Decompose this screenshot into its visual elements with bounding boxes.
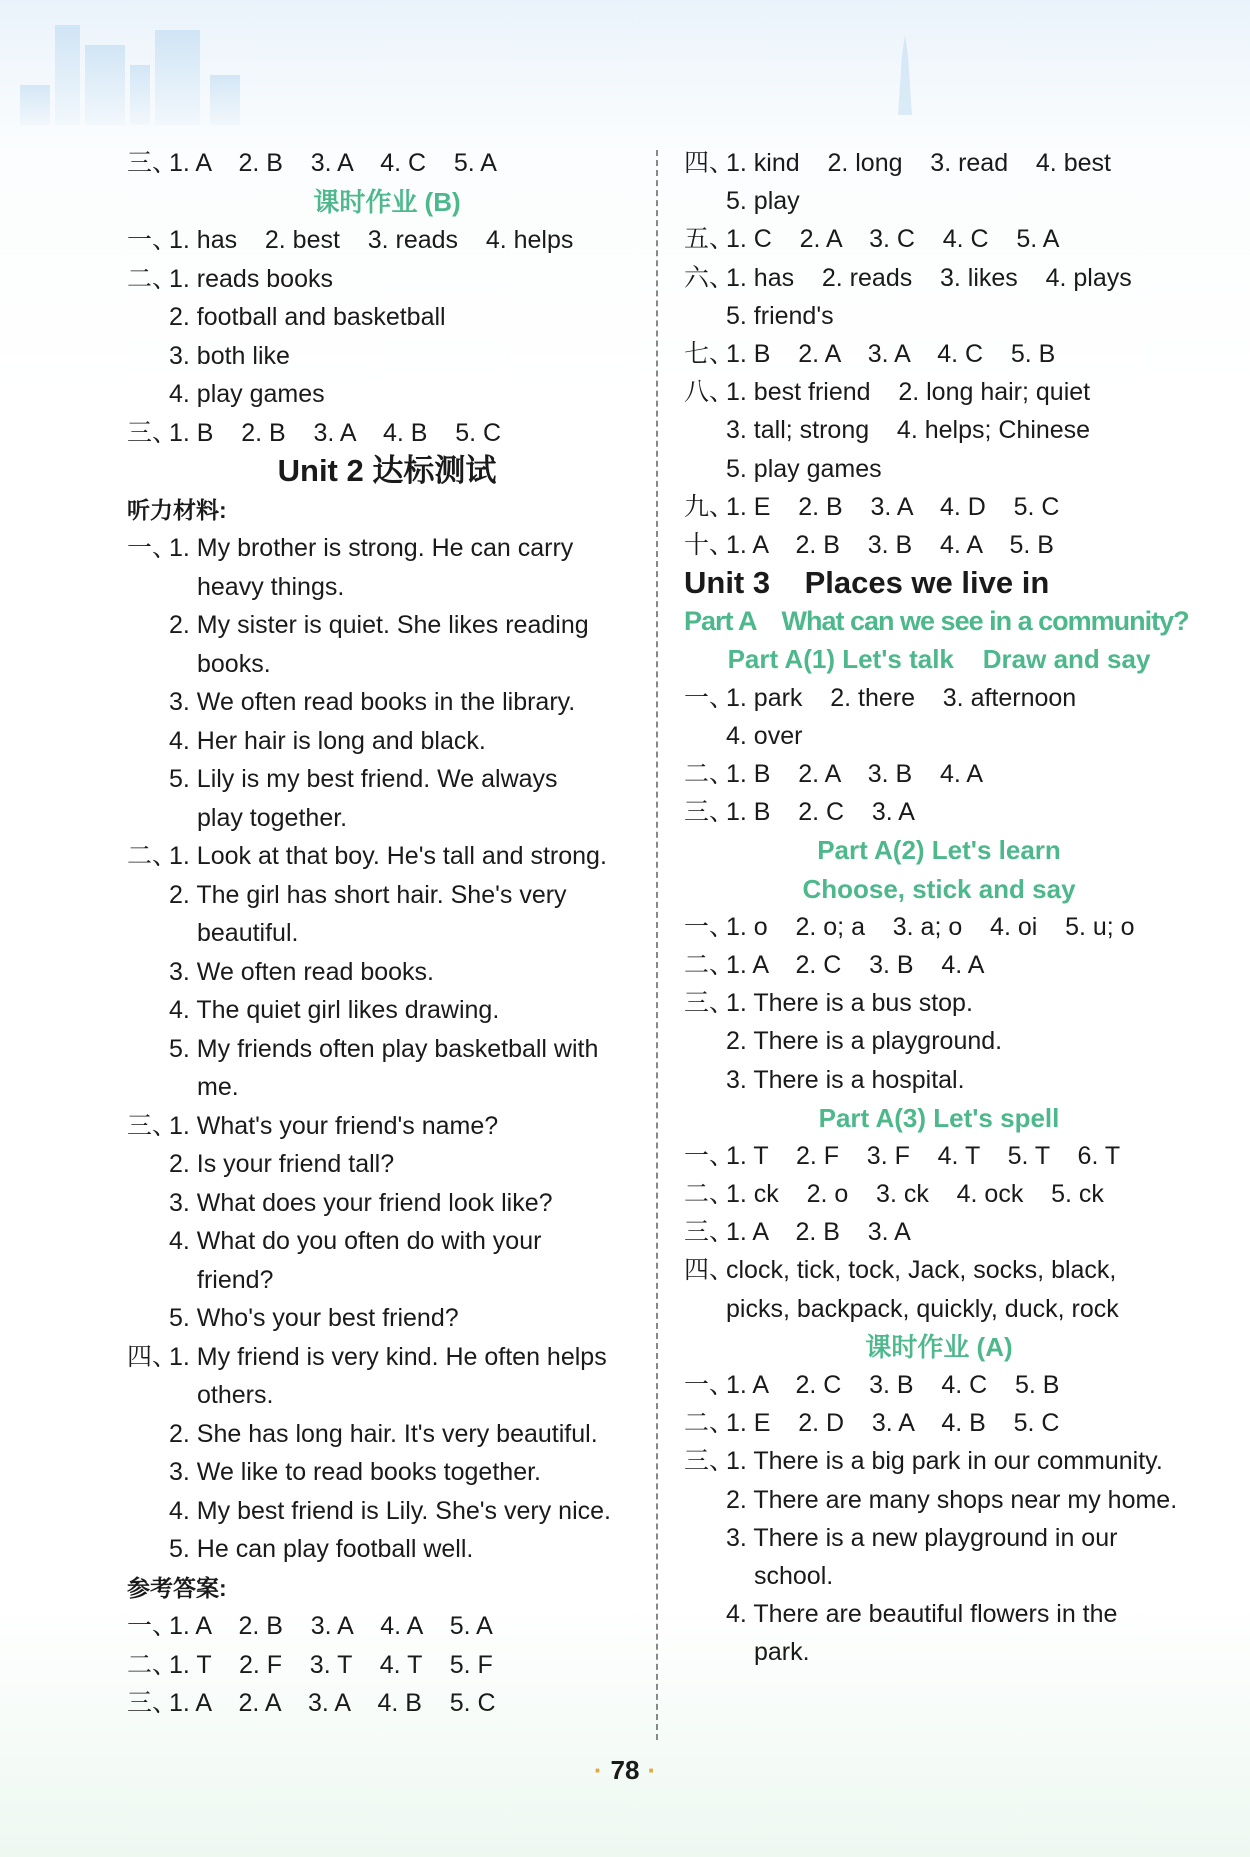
line-text: Part A(2) Let's learn xyxy=(817,835,1061,866)
answer-line xyxy=(127,260,647,299)
line-text: park. xyxy=(754,1638,810,1667)
line-text: 2. The girl has short hair. She's very xyxy=(169,880,567,909)
question-number: 二、 xyxy=(684,1180,735,1209)
question-number: 九、 xyxy=(684,492,735,521)
question-number: 六、 xyxy=(684,263,735,292)
answer-line xyxy=(127,1338,647,1377)
line-text: 1. C 2. A 3. C 4. C 5. A xyxy=(726,225,1060,254)
line-text: 2. There are many shops near my home. xyxy=(726,1485,1178,1514)
answer-line xyxy=(684,144,1194,182)
section-heading xyxy=(684,1099,1194,1137)
answer-line xyxy=(127,144,647,183)
answer-line xyxy=(684,488,1194,526)
line-text: 4. There are beautiful flowers in the xyxy=(726,1600,1118,1629)
line-text: 1. A 2. C 3. B 4. A xyxy=(726,950,985,979)
answer-line xyxy=(684,526,1194,564)
line-text: Unit 3 Places we live in xyxy=(684,565,1050,601)
answer-line xyxy=(684,1061,1194,1099)
line-text: 5. friend's xyxy=(726,301,834,330)
line-text: friend? xyxy=(197,1265,274,1294)
line-text: 1. B 2. B 3. A 4. B 5. C xyxy=(169,418,502,447)
line-text: 听力材料: xyxy=(127,496,227,523)
question-number: 三、 xyxy=(684,798,735,827)
line-text: me. xyxy=(197,1073,239,1101)
question-number: 三、 xyxy=(684,1447,735,1476)
answer-line xyxy=(684,1137,1194,1175)
line-text: Part A(3) Let's spell xyxy=(818,1102,1060,1133)
line-text: 5. Lily is my best friend. We always xyxy=(169,765,558,793)
question-number: 二、 xyxy=(684,950,735,979)
question-number: 八、 xyxy=(684,378,735,407)
line-text: 5. Who's your best friend? xyxy=(169,1304,459,1332)
line-text: books. xyxy=(197,649,271,678)
answer-line xyxy=(684,1633,1194,1671)
line-text: 2. She has long hair. It's very beautiful. xyxy=(169,1419,598,1448)
line-text: heavy things. xyxy=(197,572,345,601)
answer-line xyxy=(684,1442,1194,1480)
answer-line xyxy=(127,1222,647,1261)
answer-line xyxy=(127,837,647,876)
tower-decoration xyxy=(880,35,930,115)
answer-line xyxy=(127,529,647,568)
question-number: 一、 xyxy=(684,1371,735,1399)
answer-line xyxy=(684,717,1194,755)
line-text: Unit 2 达标测试 xyxy=(277,453,497,488)
question-number: 三、 xyxy=(127,1689,178,1717)
answer-line xyxy=(684,984,1194,1022)
answer-line xyxy=(127,1068,647,1107)
line-text: 课时作业 (A) xyxy=(865,1331,1013,1362)
line-text: 1. E 2. D 3. A 4. B 5. C xyxy=(726,1409,1060,1438)
section-heading xyxy=(684,831,1194,869)
section-heading xyxy=(684,640,1194,678)
section-heading xyxy=(684,1328,1194,1366)
question-number: 一、 xyxy=(684,683,735,712)
answer-line xyxy=(127,1492,647,1531)
line-text: 3. tall; strong 4. helps; Chinese xyxy=(726,416,1091,445)
answer-line xyxy=(127,760,647,799)
line-text: 1. best friend 2. long hair; quiet xyxy=(726,378,1091,407)
answer-line xyxy=(127,568,647,607)
question-number: 四、 xyxy=(684,149,735,177)
section-heading xyxy=(127,452,647,491)
answer-line xyxy=(127,337,647,376)
question-number: 一、 xyxy=(684,912,735,941)
answer-line xyxy=(684,1366,1194,1404)
line-text: 1. A 2. A 3. A 4. B 5. C xyxy=(169,1689,496,1717)
line-text: 1. reads books xyxy=(169,264,333,293)
line-text: 1. Look at that boy. He's tall and strong. xyxy=(169,842,607,870)
line-text: Choose, stick and say xyxy=(802,873,1076,904)
line-text: 5. He can play football well. xyxy=(169,1535,474,1563)
section-heading xyxy=(127,1569,647,1608)
line-text: 4. My best friend is Lily. She's very nice. xyxy=(169,1496,611,1525)
answer-line xyxy=(127,1684,647,1723)
line-text: 2. Is your friend tall? xyxy=(169,1150,395,1178)
answer-line xyxy=(127,1030,647,1069)
answer-line xyxy=(127,1107,647,1146)
line-text: 1. has 2. best 3. reads 4. helps xyxy=(169,226,574,254)
city-skyline-decoration xyxy=(20,15,320,125)
line-text: 1. A 2. B 3. A 4. A 5. A xyxy=(169,1612,493,1640)
answer-line xyxy=(684,1213,1194,1251)
answer-line xyxy=(127,414,647,453)
page-number: · 78 · xyxy=(593,1755,657,1785)
line-text: Part A(1) Let's talk Draw and say xyxy=(727,644,1151,675)
answer-line xyxy=(684,946,1194,984)
question-number: 二、 xyxy=(127,842,178,870)
line-text: 1. T 2. F 3. F 4. T 5. T 6. T xyxy=(726,1141,1121,1170)
line-text: 1. A 2. B 3. A 4. C 5. A xyxy=(169,149,497,177)
answer-line xyxy=(684,1251,1194,1289)
line-text: 3. We often read books in the library. xyxy=(169,688,576,716)
question-number: 十、 xyxy=(684,530,735,559)
line-text: 4. What do you often do with your xyxy=(169,1227,542,1255)
question-number: 三、 xyxy=(684,989,735,1018)
line-text: 4. over xyxy=(726,721,803,750)
line-text: 课时作业 (B) xyxy=(313,186,461,217)
line-text: play together. xyxy=(197,803,348,832)
answer-line xyxy=(684,1595,1194,1633)
question-number: 一、 xyxy=(127,1612,178,1640)
line-text: 3. We like to read books together. xyxy=(169,1458,541,1486)
answer-line xyxy=(127,1261,647,1300)
answer-line xyxy=(684,182,1194,220)
answer-line xyxy=(127,375,647,414)
answer-line xyxy=(127,876,647,915)
answer-line xyxy=(684,793,1194,831)
line-text: others. xyxy=(197,1381,274,1409)
line-text: 1. park 2. there 3. afternoon xyxy=(726,683,1077,712)
answer-line xyxy=(684,297,1194,335)
answer-line xyxy=(127,298,647,337)
answer-line xyxy=(127,1184,647,1223)
answer-line xyxy=(684,679,1194,717)
answer-line xyxy=(127,645,647,684)
question-number: 三、 xyxy=(127,418,178,447)
answer-line xyxy=(684,1290,1194,1328)
page-number-text: 78 xyxy=(610,1755,640,1785)
answer-line xyxy=(684,220,1194,258)
answer-line xyxy=(684,259,1194,297)
line-text: 4. Her hair is long and black. xyxy=(169,726,486,755)
answer-line xyxy=(684,1519,1194,1557)
line-text: 4. The quiet girl likes drawing. xyxy=(169,996,500,1024)
question-number: 四、 xyxy=(127,1342,178,1371)
answer-line xyxy=(684,335,1194,373)
answer-line xyxy=(684,755,1194,793)
line-text: 3. What does your friend look like? xyxy=(169,1188,553,1217)
answer-line xyxy=(127,1607,647,1646)
line-text: 5. My friends often play basketball with xyxy=(169,1034,599,1063)
question-number: 一、 xyxy=(127,226,178,254)
section-heading xyxy=(684,564,1194,602)
question-number: 二、 xyxy=(127,1650,178,1679)
right-answer-column xyxy=(684,144,1194,1672)
question-number: 四、 xyxy=(684,1256,735,1285)
column-divider xyxy=(656,150,658,1740)
line-text: 1. o 2. o; a 3. a; o 4. oi 5. u; o xyxy=(726,912,1135,941)
question-number: 一、 xyxy=(127,534,178,562)
answer-line xyxy=(127,1145,647,1184)
left-answer-column xyxy=(127,144,647,1723)
answer-line xyxy=(127,1453,647,1492)
line-text: 3. both like xyxy=(169,341,290,370)
line-text: 4. play games xyxy=(169,380,325,408)
answer-line xyxy=(684,1175,1194,1213)
line-text: beautiful. xyxy=(197,919,299,947)
section-heading xyxy=(684,602,1194,640)
line-text: 1. B 2. C 3. A xyxy=(726,798,915,827)
line-text: Part A What can we see in a community? xyxy=(684,606,1189,637)
answer-line xyxy=(127,1530,647,1569)
line-text: picks, backpack, quickly, duck, rock xyxy=(726,1294,1119,1323)
line-text: 1. What's your friend's name? xyxy=(169,1111,499,1140)
line-text: 2. There is a playground. xyxy=(726,1027,1003,1056)
line-text: 1. B 2. A 3. B 4. A xyxy=(726,760,984,788)
answer-line xyxy=(127,1376,647,1415)
line-text: 5. play xyxy=(726,187,800,216)
answer-line xyxy=(684,1481,1194,1519)
question-number: 二、 xyxy=(127,264,178,293)
line-text: 1. has 2. reads 3. likes 4. plays xyxy=(726,263,1132,292)
answer-line xyxy=(684,1022,1194,1060)
answer-line xyxy=(684,908,1194,946)
line-text: 3. There is a new playground in our xyxy=(726,1523,1118,1552)
answer-line xyxy=(127,722,647,761)
answer-line xyxy=(127,221,647,260)
line-text: 1. There is a bus stop. xyxy=(726,989,973,1018)
line-text: 1. kind 2. long 3. read 4. best xyxy=(726,149,1111,177)
answer-line xyxy=(127,1299,647,1338)
answer-line xyxy=(127,991,647,1030)
answer-line xyxy=(127,1415,647,1454)
line-text: 1. My brother is strong. He can carry xyxy=(169,534,574,562)
line-text: 1. T 2. F 3. T 4. T 5. F xyxy=(169,1650,493,1679)
line-text: 1. A 2. C 3. B 4. C 5. B xyxy=(726,1371,1060,1399)
answer-line xyxy=(127,1646,647,1685)
line-text: 2. football and basketball xyxy=(169,303,446,331)
line-text: 1. My friend is very kind. He often helps xyxy=(169,1342,607,1371)
line-text: 3. We often read books. xyxy=(169,957,434,986)
answer-line xyxy=(127,606,647,645)
question-number: 一、 xyxy=(684,1141,735,1170)
answer-line xyxy=(127,799,647,838)
question-number: 五、 xyxy=(684,225,735,254)
line-text: 1. A 2. B 3. A xyxy=(726,1218,911,1247)
answer-line xyxy=(127,683,647,722)
section-heading xyxy=(684,870,1194,908)
answer-line xyxy=(127,914,647,953)
question-number: 二、 xyxy=(684,760,735,788)
question-number: 七、 xyxy=(684,339,735,368)
answer-line xyxy=(684,373,1194,411)
section-heading xyxy=(127,491,647,530)
line-text: school. xyxy=(754,1561,834,1590)
answer-line xyxy=(684,411,1194,449)
line-text: 1. B 2. A 3. A 4. C 5. B xyxy=(726,339,1056,368)
line-text: 1. There is a big park in our community. xyxy=(726,1447,1163,1476)
section-heading xyxy=(127,183,647,222)
line-text: 5. play games xyxy=(726,454,882,483)
question-number: 三、 xyxy=(127,1111,178,1140)
answer-line xyxy=(684,1404,1194,1442)
answer-line xyxy=(684,450,1194,488)
line-text: 1. ck 2. o 3. ck 4. ock 5. ck xyxy=(726,1180,1104,1209)
line-text: 3. There is a hospital. xyxy=(726,1065,965,1094)
line-text: 参考答案: xyxy=(127,1574,227,1601)
answer-line xyxy=(127,953,647,992)
line-text: 2. My sister is quiet. She likes reading xyxy=(169,611,589,639)
question-number: 三、 xyxy=(684,1218,735,1247)
line-text: 1. A 2. B 3. B 4. A 5. B xyxy=(726,530,1054,559)
question-number: 三、 xyxy=(127,149,178,177)
line-text: clock, tick, tock, Jack, socks, black, xyxy=(726,1256,1117,1285)
line-text: 1. E 2. B 3. A 4. D 5. C xyxy=(726,492,1060,521)
answer-line xyxy=(684,1557,1194,1595)
question-number: 二、 xyxy=(684,1409,735,1438)
